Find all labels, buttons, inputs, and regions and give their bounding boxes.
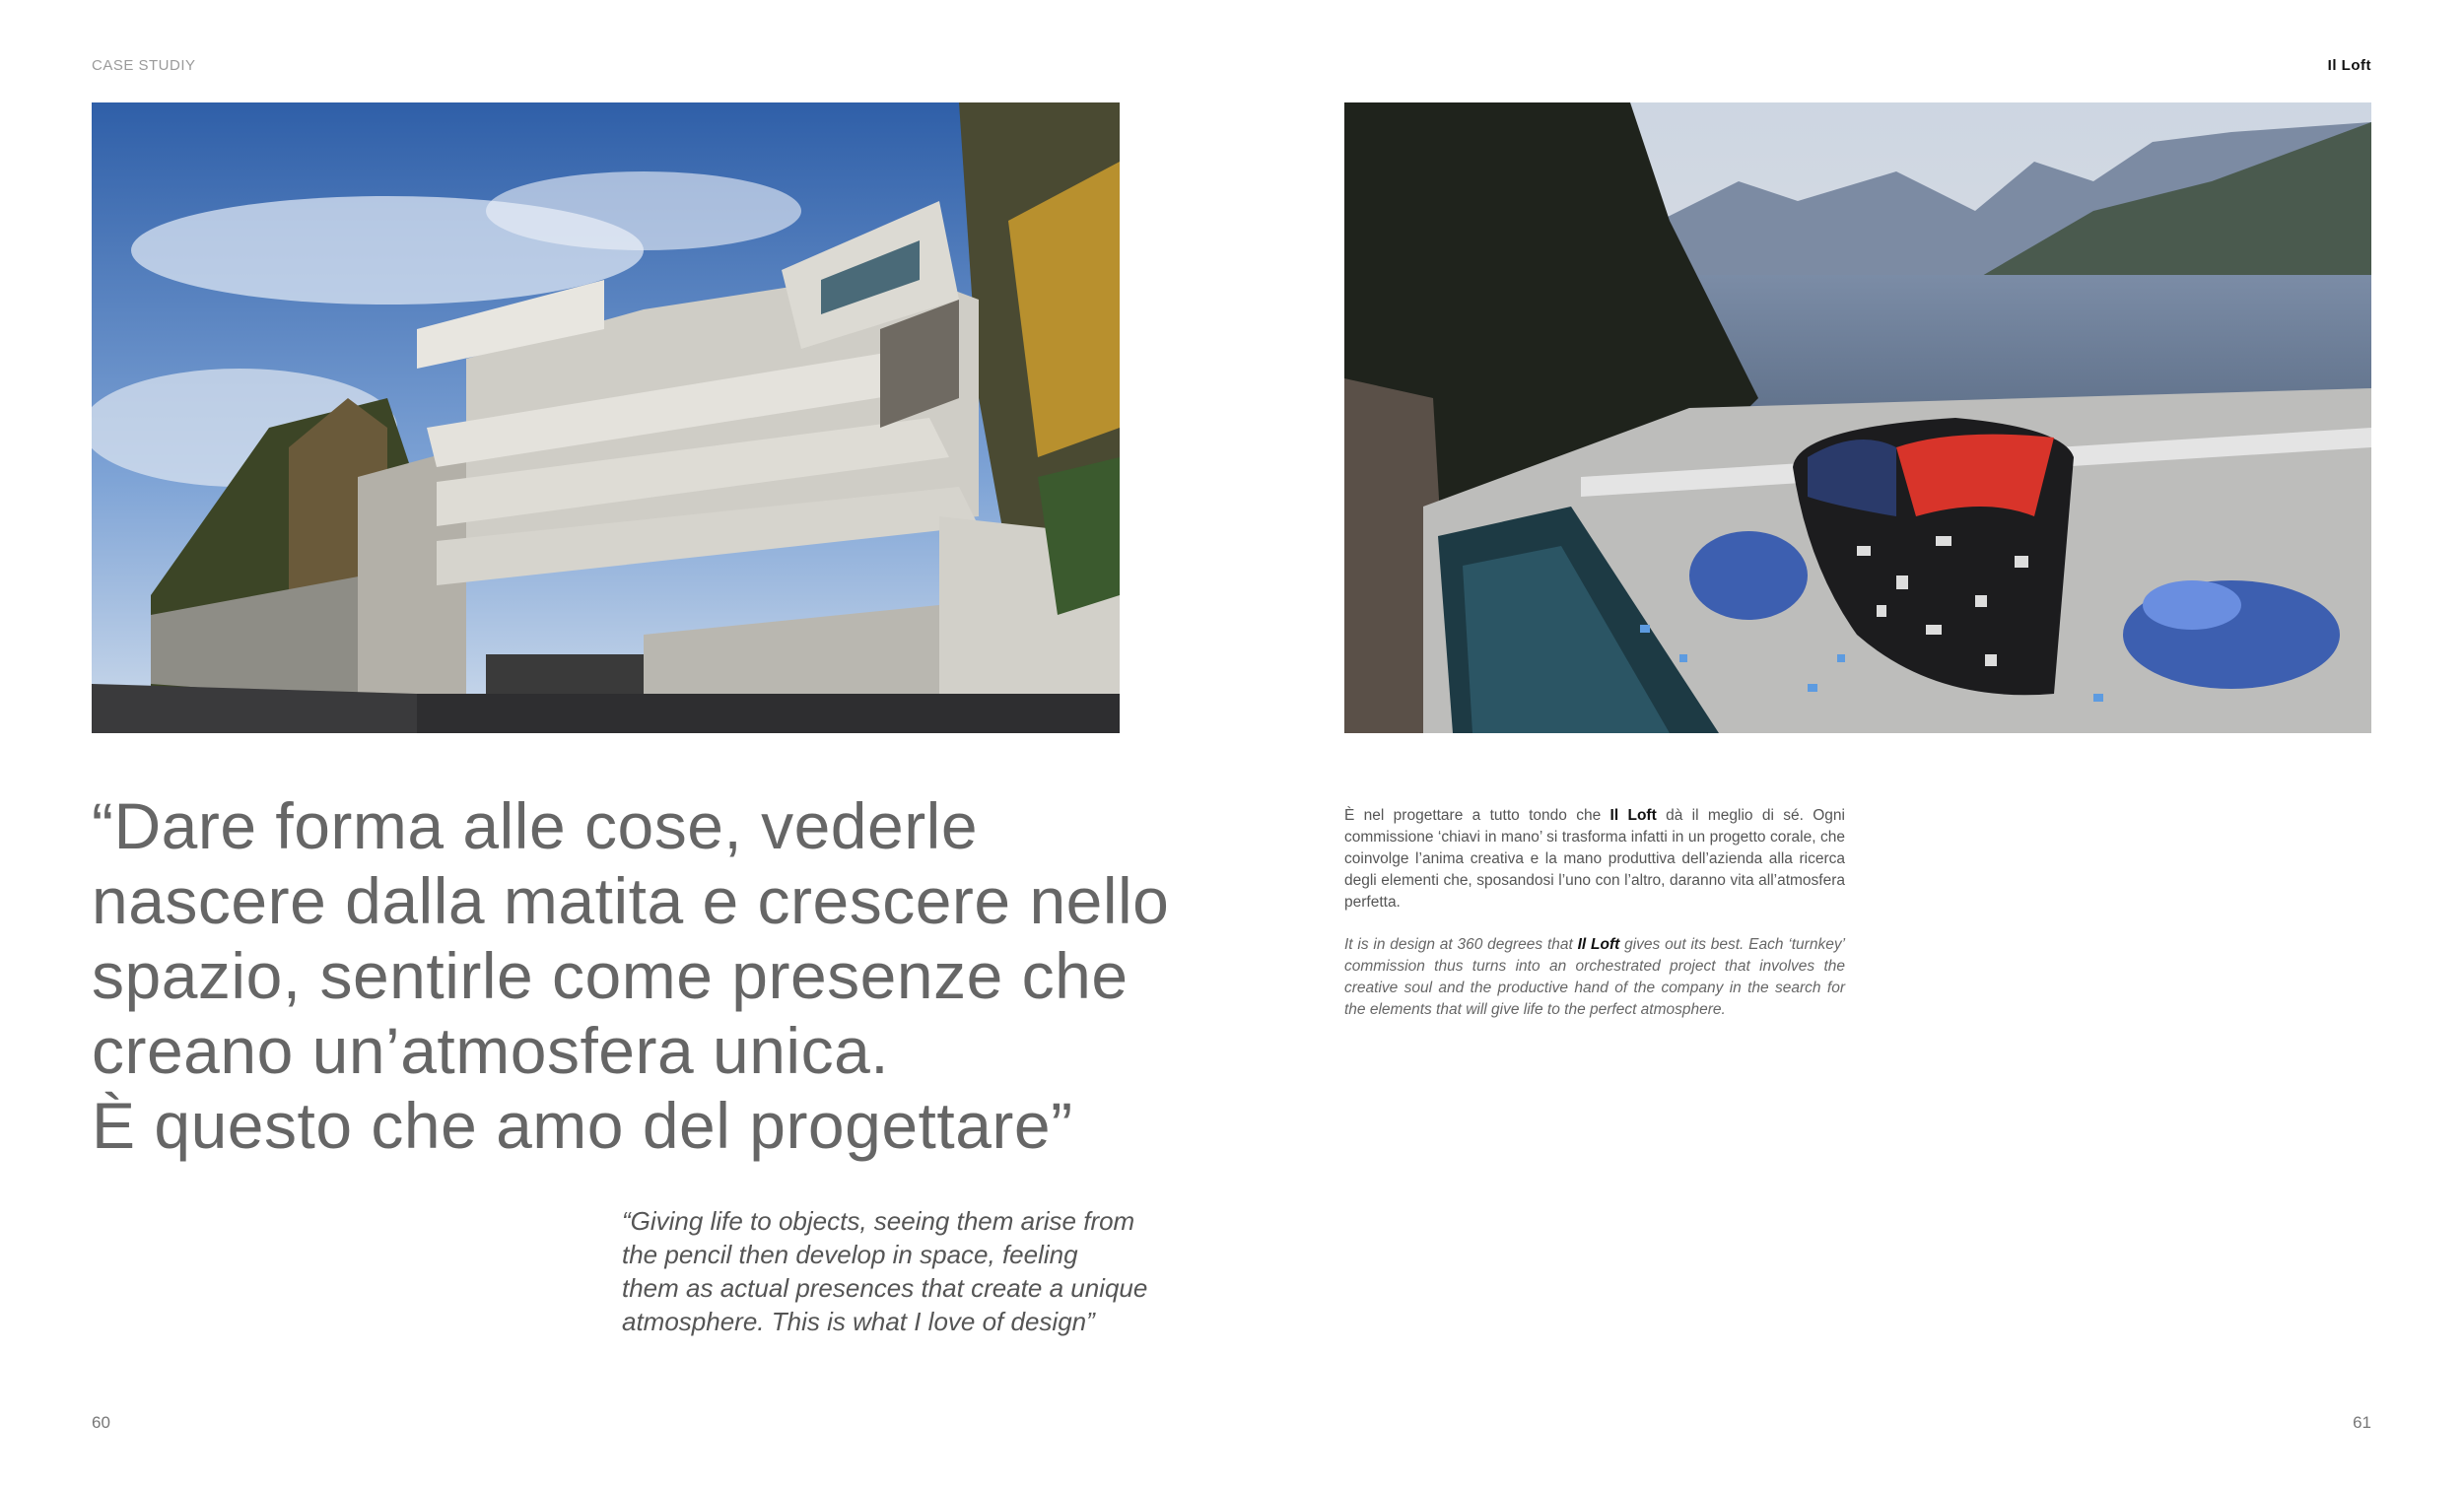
english-body-post: gives out its best. Each ‘turnkey’ commission thus turns into an orchestrated project that involves the creative soul and the productive hand of the company in the search for the elements that will give life to the perfect atmosphere. [1344, 936, 1846, 1018]
lake-terrace-mosaic-photo [1344, 102, 2371, 733]
page-number-left: 60 [92, 1413, 110, 1432]
english-body-text [1344, 934, 1845, 1021]
villa-exterior-photo [92, 102, 1120, 733]
brand-header: Il Loft [2327, 57, 2371, 74]
english-pull-quote: “Giving life to objects, seeing them arise from the pencil then develop in space, feeling them as actual presences that create a unique atmosphere. This is what I love of design” [622, 1206, 1148, 1336]
section-label: CASE STUDIY [92, 57, 196, 74]
italian-body-text [1344, 805, 1845, 914]
italian-pull-quote: “Dare forma alle cose, vederle nascere dalla matita e crescere nello spazio, sentirle come presenze che creano un’atmosfera unica. È questo che amo del progettare” [92, 789, 1170, 1162]
page-number-right: 61 [2353, 1413, 2371, 1432]
italian-body-pre: È nel progettare a tutto tondo che [1344, 807, 1610, 824]
english-body-brand: Il Loft [1577, 936, 1620, 953]
italian-body-brand: Il Loft [1609, 807, 1657, 824]
italian-body-post: dà il meglio di sé. Ogni commissione ‘chiavi in mano’ si trasforma infatti in un progetto corale, che coinvolge l’anima creativa e la mano produttiva dell’azienda alla ricerca degli elementi che, sposandosi l’uno con l’altro, daranno vita all’atmosfera perfetta. [1344, 807, 1845, 911]
english-body-pre: It is in design at 360 degrees that [1344, 936, 1578, 953]
